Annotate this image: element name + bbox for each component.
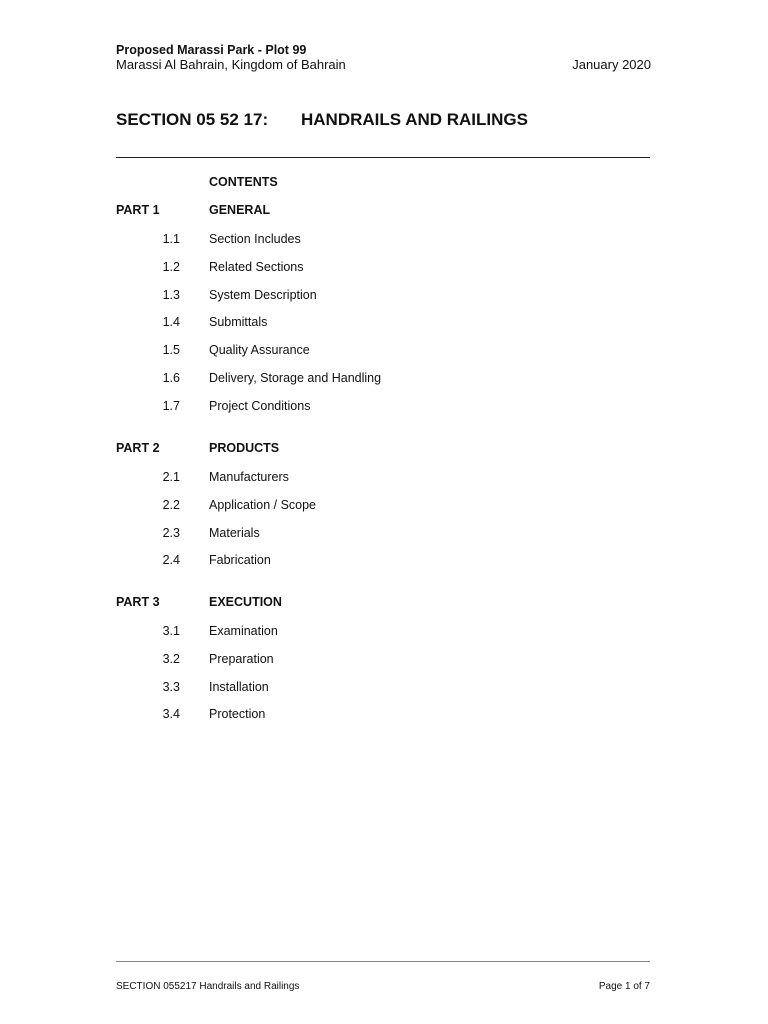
toc-item-label: Application / Scope [209, 497, 317, 512]
toc-item-label: Protection [209, 707, 266, 722]
section-name: HANDRAILS AND RAILINGS [301, 110, 528, 129]
toc-item-number: 3.3 [162, 679, 180, 694]
toc-item-number: 2.2 [162, 497, 180, 512]
toc-part-name: GENERAL [209, 203, 271, 217]
document-header-date: January 2020 [572, 57, 651, 72]
section-title [116, 110, 528, 130]
toc-item-number: 2.1 [162, 470, 180, 484]
toc-part-name: PRODUCTS [209, 441, 280, 455]
toc-item-number: 1.1 [162, 232, 180, 246]
toc-item-label: Manufacturers [209, 470, 289, 484]
footer-page-number: Page 1 of 7 [598, 981, 650, 992]
toc-item-label: System Description [209, 287, 317, 302]
toc-item-number: 1.3 [162, 287, 180, 302]
toc-part-label: PART 3 [116, 595, 160, 609]
toc-item-number: 2.3 [162, 525, 180, 540]
toc-item-label: Delivery, Storage and Handling [209, 371, 382, 385]
toc-item-label: Materials [209, 525, 260, 540]
header-divider [116, 157, 650, 158]
toc-item-number: 1.7 [162, 398, 180, 413]
section-number: SECTION 05 52 17: [116, 110, 269, 129]
footer-section-label: SECTION 055217 Handrails and Railings [116, 981, 300, 992]
toc-item-label: Section Includes [209, 232, 301, 246]
toc-item-label: Project Conditions [209, 398, 311, 413]
toc-item-label: Submittals [209, 315, 268, 330]
document-header-location: Marassi Al Bahrain, Kingdom of Bahrain [116, 57, 346, 72]
toc-part-label: PART 2 [116, 441, 160, 455]
toc-item-number: 1.5 [162, 343, 180, 358]
contents-heading: CONTENTS [209, 175, 278, 189]
toc-item-number: 3.2 [162, 651, 180, 666]
toc-item-label: Fabrication [209, 553, 271, 568]
toc-item-label: Installation [209, 679, 269, 694]
toc-part-name: EXECUTION [209, 595, 282, 609]
toc-item-number: 2.4 [162, 553, 180, 568]
toc-item-label: Related Sections [209, 259, 304, 274]
toc-item-number: 1.6 [162, 371, 180, 385]
toc-item-label: Quality Assurance [209, 343, 310, 358]
footer-divider [116, 961, 650, 962]
toc-item-number: 3.4 [162, 707, 180, 722]
toc-item-label: Preparation [209, 651, 274, 666]
toc-item-number: 1.4 [162, 315, 180, 330]
document-header-title: Proposed Marassi Park - Plot 99 [116, 43, 307, 57]
toc-item-label: Examination [209, 624, 278, 638]
toc-item-number: 3.1 [162, 624, 180, 638]
toc-part-label: PART 1 [116, 203, 160, 217]
toc-item-number: 1.2 [162, 259, 180, 274]
